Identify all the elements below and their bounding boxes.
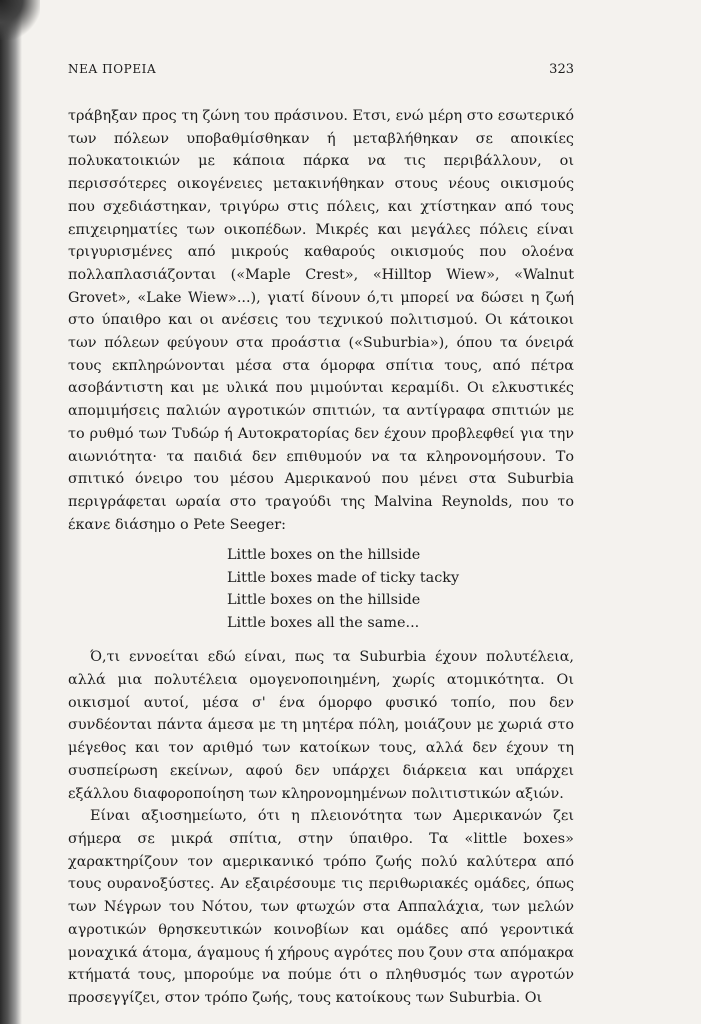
verse-line-2: Little boxes made of ticky tacky (227, 569, 460, 586)
binding-shadow (0, 0, 22, 1024)
running-title: ΝΕΑ ΠΟΡΕΙΑ (68, 62, 157, 76)
paragraph-1: τράβηξαν προς τη ζώνη του πράσινου. Ετσι, ενώ μέρη στο εσωτερικό των πόλεων υποβαθμίσθηκαν ή μεταβλήθηκαν σε αποικίες πολυκατοικιών με κάποια πάρκα να τις περιβάλλουν, οι περισσότερες οικογένειες μετακινήθηκαν στους νέους οικισμούς που σχεδιάστηκαν, τριγύρω στις πόλεις, και χτίστηκαν από τους επιχειρηματίες των οικοπέδων. Μικρές και μεγάλες πόλεις είναι τριγυρισμένες από μικρούς καθαρούς οικισμούς που ολοένα πολλαπλασιάζονται («Maple Crest», «Hilltop Wiew», «Walnut Grovet», «Lake Wiew»...), γιατί δίνουν ό,τι μπορεί να δώσει η ζωή στο ύπαιθρο και οι ανέσεις του τεχνικού πολιτισμού. Οι κάτοικοι των πόλεων φεύγουν στα προάστια («Suburbia»), όπου τα όνειρά τους εκπληρώνονται μέσα στα όμορφα σπίτια τους, από πέτρα ασοβάντιστη και με υλικά που μιμούνται κεραμίδι. Οι ελκυστικές απομιμήσεις παλιών αγροτικών σπιτιών, τα αντίγραφα σπιτιών με το ρυθμό των Τυδώρ ή Αυτοκρατορίας δεν έχουν προβλεφθεί για την αιωνιότητα· τα παιδιά δεν επιθυμούν να τα κληρονομήσουν. Το σπιτικό όνειρο του μέσου Αμερικανού που μένει στα Suburbia περιγράφεται ωραία στο τραγούδι της Malvina Reynolds, που το έκανε διάσημο ο Pete Seeger: (68, 108, 574, 533)
verse-line-1: Little boxes on the hillside (227, 547, 421, 564)
page-number: 323 (549, 62, 574, 77)
song-verse (227, 544, 574, 634)
verse-line-4: Little boxes all the same... (227, 614, 420, 631)
running-head (68, 62, 574, 77)
paragraph-3: Είναι αξιοσημείωτο, ότι η πλειονότητα των Αμερικανών ζει σήμερα σε μικρά σπίτια, στην ύπαιθρο. Τα «little boxes» χαρακτηρίζουν τον αμερικανικό τρόπο ζωής πολύ καλύτερα από τους ουρανοξύστες. Αν εξαιρέσουμε τις περιθωριακές ομάδες, όπως των Νέγρων του Νότου, των φτωχών στα Αππαλάχια, των μελών αγροτικών θρησκευτικών κοινοβίων και ομάδες από γεροντικά μοναχικά άτομα, άγαμους ή χήρους αγρότες που ζουν στα απόμακρα κτήματά τους, μπορούμε να πούμε ότι ο πληθυσμός των αγροτών προσεγγίζει, στον τρόπο ζωής, τους κατοίκους των Suburbia. Οι (68, 808, 574, 1006)
verse-line-3: Little boxes on the hillside (227, 592, 421, 609)
body-text (68, 105, 574, 1010)
book-page (68, 62, 574, 1010)
paragraph-2: Ό,τι εννοείται εδώ είναι, πως τα Suburbia έχουν πολυτέλεια, αλλά μια πολυτέλεια ομογενοποιημένη, χωρίς ατομικότητα. Οι οικισμοί αυτοί, μέσα σ' ένα όμορφο φυσικό τοπίο, που δεν συνδέονται πάντα άμεσα με τη μητέρα πόλη, μοιάζουν με χωριά στο μέγεθος και τον αριθμό των κατοίκων τους, αλλά δεν έχουν τη συσπείρωση εκείνων, αφού δεν υπάρχει διάρκεια και υπάρχει εξάλλου διαφοροποίηση των κληρονομημένων πολιτιστικών αξιών. (68, 649, 574, 802)
binding-corner-shadow (0, 0, 40, 40)
